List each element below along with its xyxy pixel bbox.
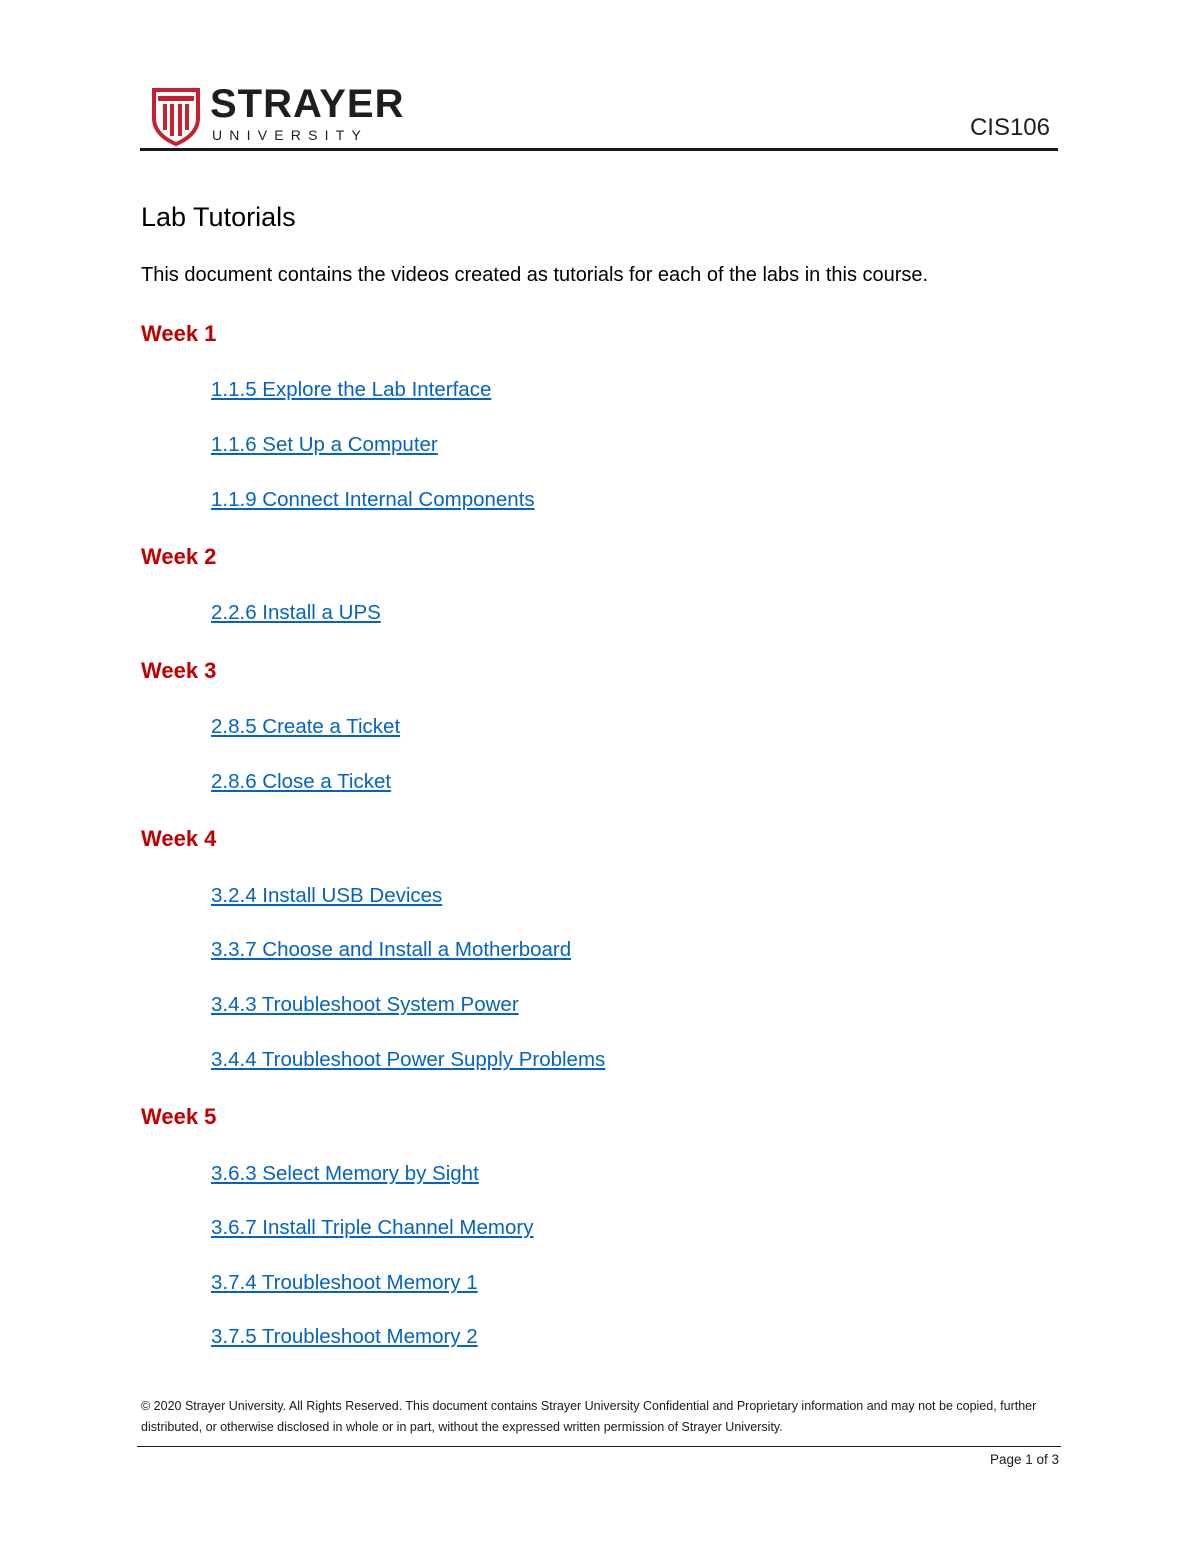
lab-link[interactable]: 1.1.6 Set Up a Computer — [211, 433, 438, 456]
brand-name: STRAYER — [210, 82, 405, 126]
course-code: CIS106 — [969, 114, 1050, 141]
lab-link[interactable]: 3.4.3 Troubleshoot System Power — [211, 993, 519, 1016]
footer-divider — [137, 1446, 1061, 1447]
document-title: Lab Tutorials — [141, 202, 296, 232]
week-2-heading: Week 2 — [141, 544, 217, 569]
intro-text: This document contains the videos created as tutorials for each of the labs in this course. — [141, 264, 929, 286]
lab-link[interactable]: 2.2.6 Install a UPS — [211, 601, 381, 624]
shield-icon — [150, 86, 202, 146]
lab-link[interactable]: 1.1.5 Explore the Lab Interface — [211, 378, 492, 401]
lab-link[interactable]: 3.6.3 Select Memory by Sight — [211, 1162, 479, 1185]
lab-link[interactable]: 3.4.4 Troubleshoot Power Supply Problems — [211, 1048, 606, 1071]
week-1-heading: Week 1 — [141, 321, 217, 346]
brand-subtitle: UNIVERSITY — [212, 127, 369, 143]
lab-link[interactable]: 2.8.5 Create a Ticket — [211, 715, 401, 738]
week-5-heading: Week 5 — [141, 1104, 217, 1129]
lab-link[interactable]: 2.8.6 Close a Ticket — [211, 770, 392, 793]
week-3-heading: Week 3 — [141, 658, 217, 683]
lab-link[interactable]: 1.1.9 Connect Internal Components — [211, 488, 535, 511]
lab-link[interactable]: 3.3.7 Choose and Install a Motherboard — [211, 938, 572, 961]
copyright-notice: © 2020 Strayer University. All Rights Reserved. This document contains Strayer University Confidential and Proprietary information and may not be copied, further distributed, or otherwise disclosed in whole or in part, without the expressed written permission of Strayer University. — [141, 1399, 1037, 1434]
lab-link[interactable]: 3.7.5 Troubleshoot Memory 2 — [211, 1325, 478, 1348]
lab-link[interactable]: 3.7.4 Troubleshoot Memory 1 — [211, 1271, 478, 1294]
page-number: Page 1 of 3 — [989, 1452, 1059, 1467]
lab-link[interactable]: 3.2.4 Install USB Devices — [211, 884, 443, 907]
lab-link[interactable]: 3.6.7 Install Triple Channel Memory — [211, 1216, 534, 1239]
header-divider — [140, 148, 1058, 151]
week-4-heading: Week 4 — [141, 826, 217, 851]
